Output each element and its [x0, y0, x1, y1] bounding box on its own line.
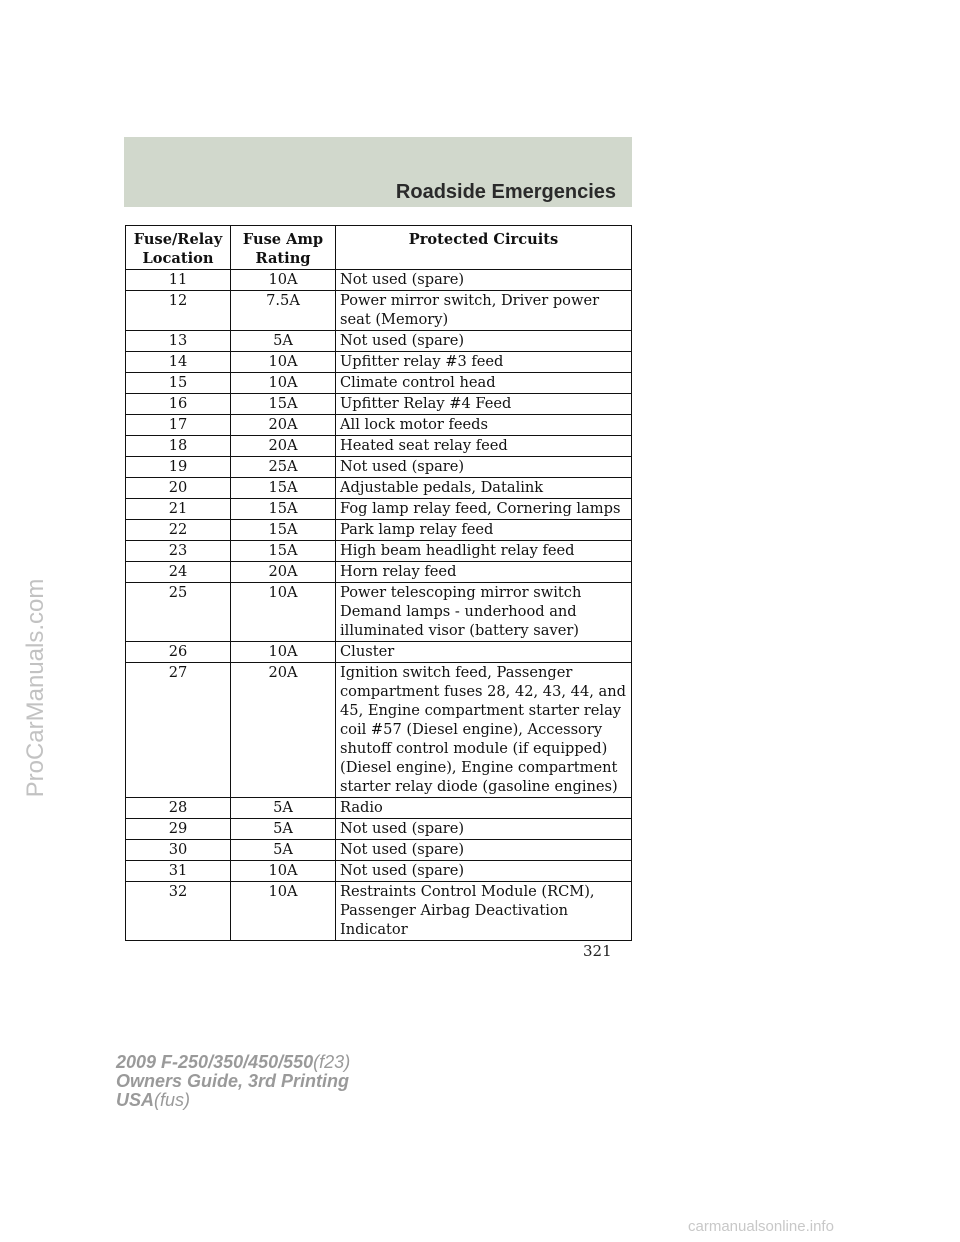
cell-circuits: Upfitter relay #3 feed [336, 352, 632, 373]
table-row [126, 583, 632, 642]
table-row [126, 499, 632, 520]
column-header-circuits: Protected Circuits [336, 226, 632, 270]
cell-rating: 20A [231, 436, 336, 457]
table-row [126, 331, 632, 352]
cell-circuits: Radio [336, 798, 632, 819]
cell-location: 26 [126, 642, 231, 663]
cell-location: 20 [126, 478, 231, 499]
cell-location: 23 [126, 541, 231, 562]
column-header-location: Fuse/Relay Location [126, 226, 231, 270]
cell-location: 21 [126, 499, 231, 520]
cell-rating: 15A [231, 520, 336, 541]
cell-location: 12 [126, 291, 231, 331]
cell-rating: 20A [231, 663, 336, 798]
cell-circuits: Upfitter Relay #4 Feed [336, 394, 632, 415]
cell-circuits: Not used (spare) [336, 819, 632, 840]
table-row [126, 861, 632, 882]
cell-circuits: Not used (spare) [336, 270, 632, 291]
table-row [126, 541, 632, 562]
table-row [126, 520, 632, 541]
table-row [126, 840, 632, 861]
table-row [126, 457, 632, 478]
cell-location: 31 [126, 861, 231, 882]
cell-rating: 15A [231, 541, 336, 562]
table-row [126, 270, 632, 291]
cell-location: 19 [126, 457, 231, 478]
cell-location: 29 [126, 819, 231, 840]
table-header-row [126, 226, 632, 270]
section-header-band [124, 137, 632, 207]
cell-rating: 7.5A [231, 291, 336, 331]
cell-location: 11 [126, 270, 231, 291]
footer-model-code: (f23) [313, 1052, 351, 1072]
cell-location: 32 [126, 882, 231, 941]
footer-edition: Owners Guide, 3rd Printing [116, 1071, 350, 1091]
table-row [126, 798, 632, 819]
cell-rating: 5A [231, 819, 336, 840]
cell-circuits: Ignition switch feed, Passenger compartment fuses 28, 42, 43, 44, and 45, Engine compartment starter relay coil #57 (Diesel engine), Accessory shutoff control module (if equipped) (Diesel engine), Engine compartment starter relay diode (gasoline engines) [336, 663, 632, 798]
cell-circuits: Not used (spare) [336, 457, 632, 478]
cell-circuits: Power telescoping mirror switch Demand lamps - underhood and illuminated visor (battery saver) [336, 583, 632, 642]
footer-line-model [116, 1053, 350, 1072]
cell-circuits: Heated seat relay feed [336, 436, 632, 457]
table-row [126, 478, 632, 499]
cell-circuits: High beam headlight relay feed [336, 541, 632, 562]
table-row [126, 291, 632, 331]
footer-line-market [116, 1091, 350, 1110]
cell-rating: 15A [231, 394, 336, 415]
footer-market-code: (fus) [154, 1090, 191, 1110]
cell-circuits: Restraints Control Module (RCM), Passenger Airbag Deactivation Indicator [336, 882, 632, 941]
cell-circuits: Power mirror switch, Driver power seat (Memory) [336, 291, 632, 331]
footer-market: USA [116, 1090, 155, 1110]
cell-circuits: Fog lamp relay feed, Cornering lamps [336, 499, 632, 520]
fuse-table-body [126, 270, 632, 941]
cell-location: 16 [126, 394, 231, 415]
cell-location: 30 [126, 840, 231, 861]
table-row [126, 352, 632, 373]
cell-rating: 10A [231, 270, 336, 291]
bottom-watermark: carmanualsonline.info [688, 1218, 834, 1235]
cell-circuits: Cluster [336, 642, 632, 663]
cell-rating: 25A [231, 457, 336, 478]
cell-location: 22 [126, 520, 231, 541]
cell-circuits: Not used (spare) [336, 861, 632, 882]
table-row [126, 663, 632, 798]
table-row [126, 415, 632, 436]
side-watermark [8, 508, 64, 868]
cell-rating: 5A [231, 798, 336, 819]
cell-location: 25 [126, 583, 231, 642]
cell-rating: 15A [231, 478, 336, 499]
cell-rating: 10A [231, 583, 336, 642]
cell-rating: 10A [231, 882, 336, 941]
cell-location: 18 [126, 436, 231, 457]
table-row [126, 882, 632, 941]
table-row [126, 562, 632, 583]
cell-circuits: Horn relay feed [336, 562, 632, 583]
footer-model: 2009 F-250/350/450/550 [116, 1052, 314, 1072]
cell-location: 24 [126, 562, 231, 583]
cell-circuits: All lock motor feeds [336, 415, 632, 436]
cell-rating: 10A [231, 861, 336, 882]
cell-location: 15 [126, 373, 231, 394]
footer-line-edition [116, 1072, 350, 1091]
cell-location: 17 [126, 415, 231, 436]
cell-rating: 15A [231, 499, 336, 520]
cell-rating: 20A [231, 415, 336, 436]
cell-circuits: Park lamp relay feed [336, 520, 632, 541]
cell-location: 14 [126, 352, 231, 373]
cell-circuits: Climate control head [336, 373, 632, 394]
table-row [126, 394, 632, 415]
fuse-table [125, 225, 632, 941]
cell-rating: 10A [231, 352, 336, 373]
cell-rating: 10A [231, 642, 336, 663]
page-number: 321 [583, 942, 612, 960]
cell-location: 28 [126, 798, 231, 819]
document-footer [116, 1053, 350, 1110]
cell-circuits: Not used (spare) [336, 840, 632, 861]
table-row [126, 819, 632, 840]
cell-rating: 5A [231, 331, 336, 352]
cell-rating: 10A [231, 373, 336, 394]
cell-rating: 5A [231, 840, 336, 861]
cell-circuits: Adjustable pedals, Datalink [336, 478, 632, 499]
table-row [126, 436, 632, 457]
cell-location: 27 [126, 663, 231, 798]
table-row [126, 642, 632, 663]
cell-circuits: Not used (spare) [336, 331, 632, 352]
section-title: Roadside Emergencies [395, 181, 616, 203]
column-header-rating: Fuse Amp Rating [231, 226, 336, 270]
cell-location: 13 [126, 331, 231, 352]
cell-rating: 20A [231, 562, 336, 583]
side-watermark-text: ProCarManuals.com [22, 578, 49, 798]
table-row [126, 373, 632, 394]
